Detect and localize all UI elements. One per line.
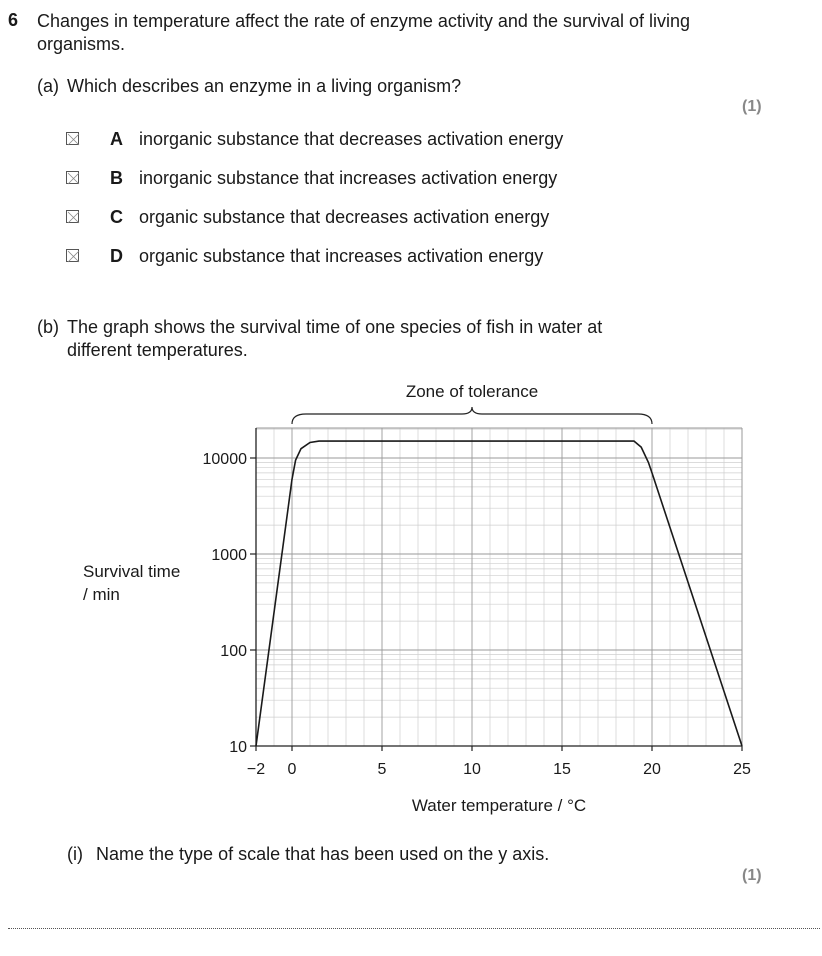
- x-tick-label: 10: [463, 761, 481, 778]
- part-a-marks: (1): [742, 98, 762, 115]
- question-number: 6: [8, 10, 19, 30]
- survival-chart: [0, 370, 822, 820]
- part-b-text: The graph shows the survival time of one species of fish in water at different temperatures.: [67, 317, 603, 360]
- part-b-label: (b): [37, 317, 59, 337]
- option-b-letter: B: [110, 168, 123, 188]
- option-c-letter: C: [110, 207, 123, 227]
- x-tick-label: 25: [733, 761, 751, 778]
- x-tick-label: 20: [643, 761, 661, 778]
- part-a-label: (a): [37, 76, 59, 96]
- y-axis-label-line1: Survival time: [83, 562, 181, 581]
- cross-icon: [67, 172, 80, 185]
- part-a-question: Which describes an enzyme in a living organism?: [67, 76, 462, 96]
- grid-major-lines: [256, 428, 742, 746]
- y-tick-label: 100: [220, 643, 247, 660]
- part-b-i-label: (i): [67, 844, 83, 864]
- y-tick-label: 10: [229, 739, 247, 756]
- x-tick-label: 5: [377, 761, 387, 778]
- question-intro: Changes in temperature affect the rate of enzyme activity and the survival of living organisms.: [37, 11, 691, 54]
- part-b-i-question: Name the type of scale that has been used on the y axis.: [96, 844, 550, 864]
- option-d-text: organic substance that increases activation energy: [139, 246, 544, 266]
- part-b-i-marks: (1): [742, 867, 762, 884]
- zone-brace: [292, 407, 652, 424]
- option-a-text: inorganic substance that decreases activation energy: [139, 129, 564, 149]
- y-tick-labels: [203, 451, 257, 756]
- x-axis-label: Water temperature / °C: [411, 796, 587, 815]
- x-tick-labels: [247, 746, 751, 778]
- option-b-text: inorganic substance that increases activation energy: [139, 168, 558, 188]
- checkbox-a[interactable]: [66, 132, 79, 145]
- x-tick-label: 0: [287, 761, 297, 778]
- grid-minor-lines: [256, 428, 742, 746]
- y-axis-label-line2: / min: [83, 585, 120, 604]
- x-tick-label: −2: [246, 761, 266, 778]
- cross-icon: [67, 133, 80, 146]
- y-tick-label: 1000: [211, 547, 247, 564]
- chart-axes: [256, 428, 742, 746]
- cross-icon: [67, 250, 80, 263]
- option-a-letter: A: [110, 129, 123, 149]
- checkbox-b[interactable]: [66, 171, 79, 184]
- zone-of-tolerance-label: Zone of tolerance: [405, 382, 539, 401]
- option-c-text: organic substance that decreases activation energy: [139, 207, 550, 227]
- y-tick-label: 10000: [202, 451, 247, 468]
- option-d-letter: D: [110, 246, 123, 266]
- cross-icon: [67, 211, 80, 224]
- checkbox-d[interactable]: [66, 249, 79, 262]
- x-tick-label: 15: [553, 761, 571, 778]
- answer-line[interactable]: [8, 928, 820, 929]
- checkbox-c[interactable]: [66, 210, 79, 223]
